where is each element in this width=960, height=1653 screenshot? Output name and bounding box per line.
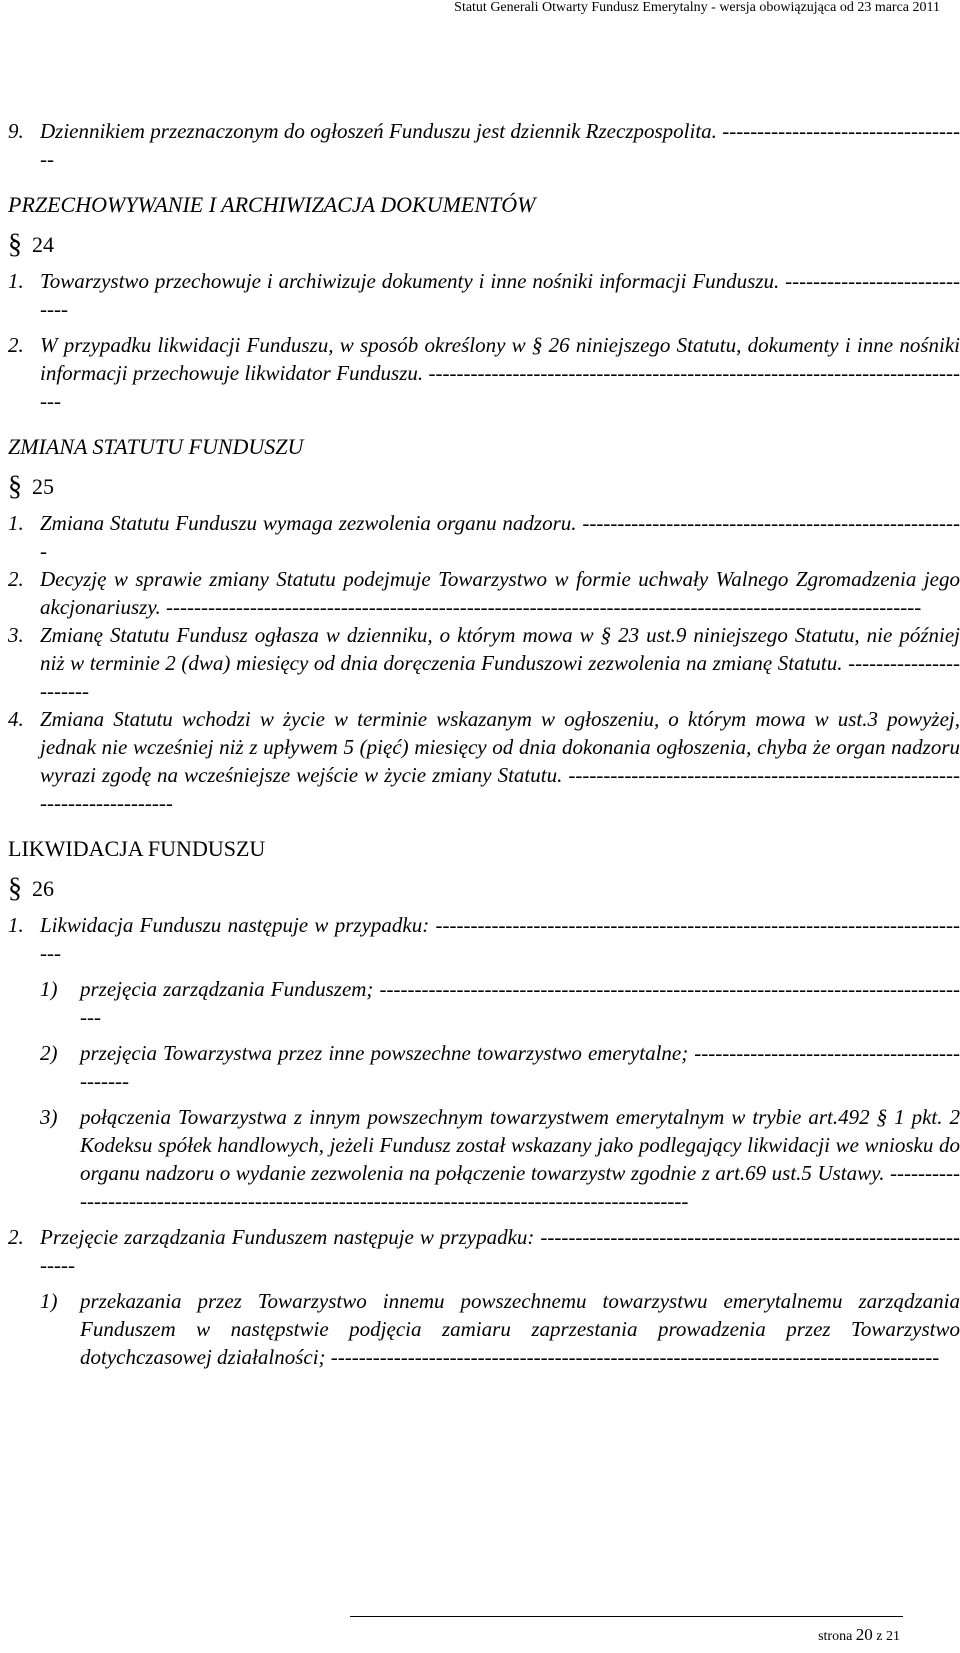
paragraph-number-text: 26 bbox=[32, 876, 54, 901]
item-text: Likwidacja Funduszu następuje w przypadku: ------------------------------------------------------------------------------ bbox=[40, 913, 960, 965]
numbered-item bbox=[8, 705, 960, 817]
item-number: 2. bbox=[8, 333, 24, 357]
item-number: 3) bbox=[40, 1105, 58, 1129]
item-text: przekazania przez Towarzystwo innemu powszechnemu towarzystwu emerytalnemu zarządzania Funduszem w następstwie podjęcia zamiaru zaprzestania prowadzenia przez Towarzystwo dotychczasowej działalności; --------------------------------------------------------------------------------------- bbox=[80, 1289, 960, 1369]
section-heading: LIKWIDACJA FUNDUSZU bbox=[8, 836, 266, 861]
item-text: Decyzję w sprawie zmiany Statutu podejmuje Towarzystwo w formie uchwały Walnego Zgromadzenia jego akcjonariuszy. ------------------------------------------------------------------------------------------------------------ bbox=[40, 567, 960, 619]
sub-item bbox=[8, 1287, 960, 1371]
item-text: Zmianę Statutu Fundusz ogłasza w dzienniku, o którym mowa w § 23 ust.9 niniejszego Statutu, nie później niż w terminie 2 (dwa) miesięcy od dnia doręczenia Funduszowi zezwolenia na zmianę Statutu. ----------------------- bbox=[40, 623, 960, 703]
item-number: 1) bbox=[40, 1289, 58, 1313]
item-number: 1. bbox=[8, 511, 24, 535]
item-text: Towarzystwo przechowuje i archiwizuje dokumenty i inne nośniki informacji Funduszu. ----------------------------- bbox=[40, 269, 960, 321]
item-text: przejęcia Towarzystwa przez inne powszechne towarzystwo emerytalne; --------------------------------------------- bbox=[80, 1041, 960, 1093]
paragraph-number bbox=[8, 473, 960, 501]
footer-page-total: 21 bbox=[886, 1629, 900, 1644]
running-header: Statut Generali Otwarty Fundusz Emerytalny - wersja obowiązująca od 23 marca 2011 bbox=[454, 0, 940, 15]
section-sign-icon: § bbox=[8, 229, 22, 260]
sub-item bbox=[8, 1039, 960, 1095]
item-number: 2. bbox=[8, 567, 24, 591]
section-sign-icon: § bbox=[8, 873, 22, 904]
footer-page-sep: z bbox=[876, 1629, 883, 1644]
footer-divider bbox=[350, 1616, 903, 1617]
item-text: połączenia Towarzystwa z innym powszechnym towarzystwem emerytalnym w trybie art.492 § 1 pkt. 2 Kodeksu spółek handlowych, jeżeli Fundusz został wskazany jako podlegający likwidacji we wniosku do organu nadzoru o wydanie zezwolenia na połączenie towarzystw zgodnie z art.69 ust.5 Ustawy. ------------------------------------------------------------------------------------------------- bbox=[80, 1105, 960, 1213]
item-number: 1. bbox=[8, 269, 24, 293]
item-text: przejęcia zarządzania Funduszem; -------------------------------------------------------------------------------------- bbox=[80, 977, 960, 1029]
numbered-item bbox=[8, 117, 960, 173]
section-sign-icon: § bbox=[8, 471, 22, 502]
sub-item bbox=[8, 975, 960, 1031]
numbered-item bbox=[8, 565, 960, 621]
numbered-item bbox=[8, 621, 960, 705]
numbered-item bbox=[8, 509, 960, 565]
footer-page-label: strona bbox=[818, 1629, 853, 1644]
numbered-item bbox=[8, 1223, 960, 1279]
item-text: Zmiana Statutu wchodzi w życie w terminie wskazanym w ogłoszeniu, o którym mowa w ust.3 powyżej, jednak nie wcześniej niż z upływem 5 (pięć) miesięcy od dnia dokonania ogłoszenia, chyba że organ nadzoru wyrazi zgodę na wcześniejsze wejście w życie zmiany Statutu. --------------------------------------------------------------------------- bbox=[40, 707, 960, 815]
item-number: 4. bbox=[8, 707, 24, 731]
item-number: 3. bbox=[8, 623, 24, 647]
footer-page-number: 20 bbox=[855, 1625, 873, 1644]
numbered-item bbox=[8, 331, 960, 415]
item-text: Zmiana Statutu Funduszu wymaga zezwolenia organu nadzoru. ------------------------------------------------------- bbox=[40, 511, 960, 563]
item-number: 2) bbox=[40, 1041, 58, 1065]
section-heading: ZMIANA STATUTU FUNDUSZU bbox=[8, 434, 304, 459]
paragraph-number bbox=[8, 231, 960, 259]
item-text: Przejęcie zarządzania Funduszem następuje w przypadku: ----------------------------------------------------------------- bbox=[40, 1225, 960, 1277]
numbered-item bbox=[8, 911, 960, 967]
paragraph-number-text: 25 bbox=[32, 474, 54, 499]
item-number: 1) bbox=[40, 977, 58, 1001]
paragraph-number-text: 24 bbox=[32, 232, 54, 257]
item-number: 2. bbox=[8, 1225, 24, 1249]
numbered-item bbox=[8, 267, 960, 323]
page-footer bbox=[818, 1627, 900, 1645]
item-number: 9. bbox=[8, 119, 24, 143]
item-text: Dziennikiem przeznaczonym do ogłoszeń Funduszu jest dziennik Rzeczpospolita. ------------------------------------ bbox=[40, 119, 960, 171]
section-heading: PRZECHOWYWANIE I ARCHIWIZACJA DOKUMENTÓW bbox=[8, 192, 536, 217]
document-body bbox=[8, 117, 960, 1371]
item-number: 1. bbox=[8, 913, 24, 937]
item-text: W przypadku likwidacji Funduszu, w sposób określony w § 26 niniejszego Statutu, dokumenty i inne nośniki informacji przechowuje likwidator Funduszu. ------------------------------------------------------------------------------- bbox=[40, 333, 960, 413]
paragraph-number bbox=[8, 875, 960, 903]
sub-item bbox=[8, 1103, 960, 1215]
